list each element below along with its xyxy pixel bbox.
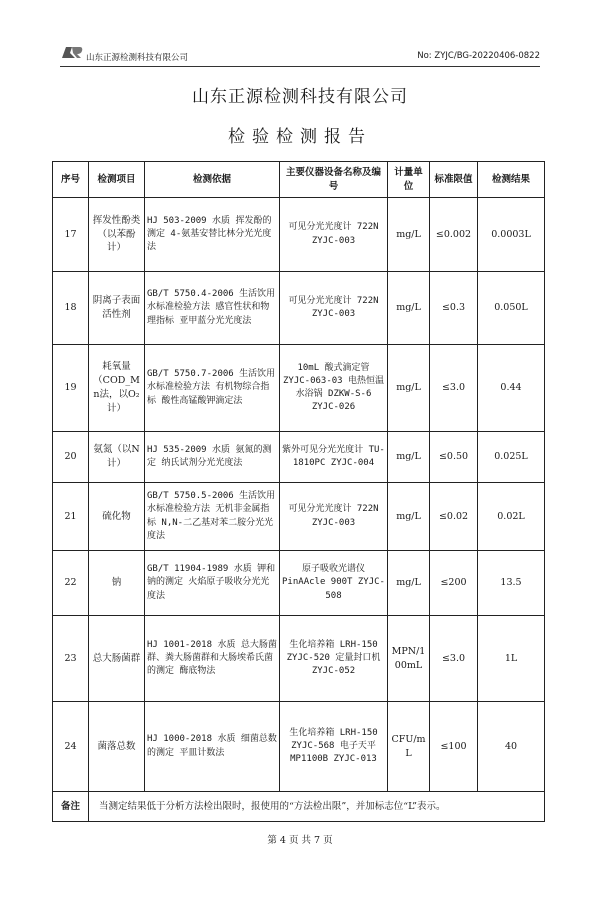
row-instrument: 原子吸收光谱仪 PinAAcle 900T ZYJC-508 bbox=[280, 551, 388, 616]
header-limit: 标准限值 bbox=[430, 162, 478, 198]
row-instrument: 10mL 酸式滴定管 ZYJC-063-03 电热恒温水浴锅 DZKW-S-6 ZYJC-026 bbox=[280, 345, 388, 432]
company-logo-icon bbox=[60, 44, 84, 60]
row-result: 0.0003L bbox=[478, 198, 545, 272]
note-label: 备注 bbox=[53, 792, 89, 822]
row-item: 菌落总数 bbox=[89, 702, 145, 792]
row-unit: mg/L bbox=[388, 483, 430, 551]
row-item: 阴离子表面活性剂 bbox=[89, 272, 145, 345]
row-item: 钠 bbox=[89, 551, 145, 616]
row-result: 0.44 bbox=[478, 345, 545, 432]
row-basis: GB/T 11904-1989 水质 钾和钠的测定 火焰原子吸收分光光度法 bbox=[145, 551, 280, 616]
table-row bbox=[53, 345, 545, 432]
table-row bbox=[53, 272, 545, 345]
row-limit: ≤0.3 bbox=[430, 272, 478, 345]
row-no: 22 bbox=[53, 551, 89, 616]
row-basis: HJ 1000-2018 水质 细菌总数的测定 平皿计数法 bbox=[145, 702, 280, 792]
row-unit: MPN/100mL bbox=[388, 616, 430, 702]
header-basis: 检测依据 bbox=[145, 162, 280, 198]
report-number: No: ZYJC/BG-20220406-0822 bbox=[417, 51, 540, 61]
row-instrument: 可见分光光度计 722N ZYJC-003 bbox=[280, 198, 388, 272]
header-item: 检测项目 bbox=[89, 162, 145, 198]
row-instrument: 紫外可见分光光度计 TU-1810PC ZYJC-004 bbox=[280, 432, 388, 483]
table-header-row bbox=[53, 162, 545, 198]
row-limit: ≤3.0 bbox=[430, 345, 478, 432]
row-unit: mg/L bbox=[388, 432, 430, 483]
row-no: 20 bbox=[53, 432, 89, 483]
row-basis: HJ 535-2009 水质 氨氮的测定 纳氏试剂分光光度法 bbox=[145, 432, 280, 483]
row-instrument: 生化培养箱 LRH-150 ZYJC-568 电子天平 MP1100B ZYJC-013 bbox=[280, 702, 388, 792]
row-result: 1L bbox=[478, 616, 545, 702]
row-result: 0.025L bbox=[478, 432, 545, 483]
row-result: 40 bbox=[478, 702, 545, 792]
row-limit: ≤0.02 bbox=[430, 483, 478, 551]
row-unit: CFU/mL bbox=[388, 702, 430, 792]
row-unit: mg/L bbox=[388, 345, 430, 432]
header-instrument: 主要仪器设备名称及编号 bbox=[280, 162, 388, 198]
row-limit: ≤3.0 bbox=[430, 616, 478, 702]
table-row bbox=[53, 551, 545, 616]
row-item: 挥发性酚类（以苯酚计） bbox=[89, 198, 145, 272]
row-no: 17 bbox=[53, 198, 89, 272]
table-row bbox=[53, 616, 545, 702]
report-title: 检验检测报告 bbox=[228, 127, 372, 147]
note-row bbox=[53, 792, 545, 822]
row-no: 21 bbox=[53, 483, 89, 551]
table-row bbox=[53, 432, 545, 483]
row-result: 0.050L bbox=[478, 272, 545, 345]
row-instrument: 可见分光光度计 722N ZYJC-003 bbox=[280, 272, 388, 345]
row-basis: GB/T 5750.4-2006 生活饮用水标准检验方法 感官性状和物理指标 亚甲蓝分光光度法 bbox=[145, 272, 280, 345]
row-no: 19 bbox=[53, 345, 89, 432]
row-no: 24 bbox=[53, 702, 89, 792]
row-basis: HJ 503-2009 水质 挥发酚的测定 4-氨基安替比林分光光度法 bbox=[145, 198, 280, 272]
row-basis: HJ 1001-2018 水质 总大肠菌群、粪大肠菌群和大肠埃希氏菌的测定 酶底物法 bbox=[145, 616, 280, 702]
row-limit: ≤200 bbox=[430, 551, 478, 616]
row-no: 18 bbox=[53, 272, 89, 345]
header-no: 序号 bbox=[53, 162, 89, 198]
table-row bbox=[53, 483, 545, 551]
row-result: 13.5 bbox=[478, 551, 545, 616]
row-instrument: 可见分光光度计 722N ZYJC-003 bbox=[280, 483, 388, 551]
table-row bbox=[53, 198, 545, 272]
header-result: 检测结果 bbox=[478, 162, 545, 198]
row-item: 耗氧量（COD_Mn法，以O₂计） bbox=[89, 345, 145, 432]
row-result: 0.02L bbox=[478, 483, 545, 551]
row-basis: GB/T 5750.7-2006 生活饮用水标准检验方法 有机物综合指标 酸性高锰酸钾滴定法 bbox=[145, 345, 280, 432]
row-limit: ≤0.50 bbox=[430, 432, 478, 483]
page-number: 第 4 页 共 7 页 bbox=[267, 835, 333, 846]
page-header bbox=[60, 48, 540, 67]
header-unit: 计量单位 bbox=[388, 162, 430, 198]
results-table bbox=[52, 161, 545, 822]
row-no: 23 bbox=[53, 616, 89, 702]
row-unit: mg/L bbox=[388, 198, 430, 272]
row-item: 总大肠菌群 bbox=[89, 616, 145, 702]
note-text: 当测定结果低于分析方法检出限时，报使用的“方法检出限”，并加标志位“L”表示。 bbox=[89, 792, 545, 822]
row-unit: mg/L bbox=[388, 551, 430, 616]
row-instrument: 生化培养箱 LRH-150 ZYJC-520 定量封口机 ZYJC-052 bbox=[280, 616, 388, 702]
row-limit: ≤0.002 bbox=[430, 198, 478, 272]
row-item: 氨氮（以N计） bbox=[89, 432, 145, 483]
row-item: 硫化物 bbox=[89, 483, 145, 551]
company-title: 山东正源检测科技有限公司 bbox=[192, 87, 408, 107]
row-basis: GB/T 5750.5-2006 生活饮用水标准检验方法 无机非金属指标 N,N-二乙基对苯二胺分光光度法 bbox=[145, 483, 280, 551]
row-limit: ≤100 bbox=[430, 702, 478, 792]
table-row bbox=[53, 702, 545, 792]
header-company-name: 山东正源检测科技有限公司 bbox=[86, 53, 189, 63]
row-unit: mg/L bbox=[388, 272, 430, 345]
